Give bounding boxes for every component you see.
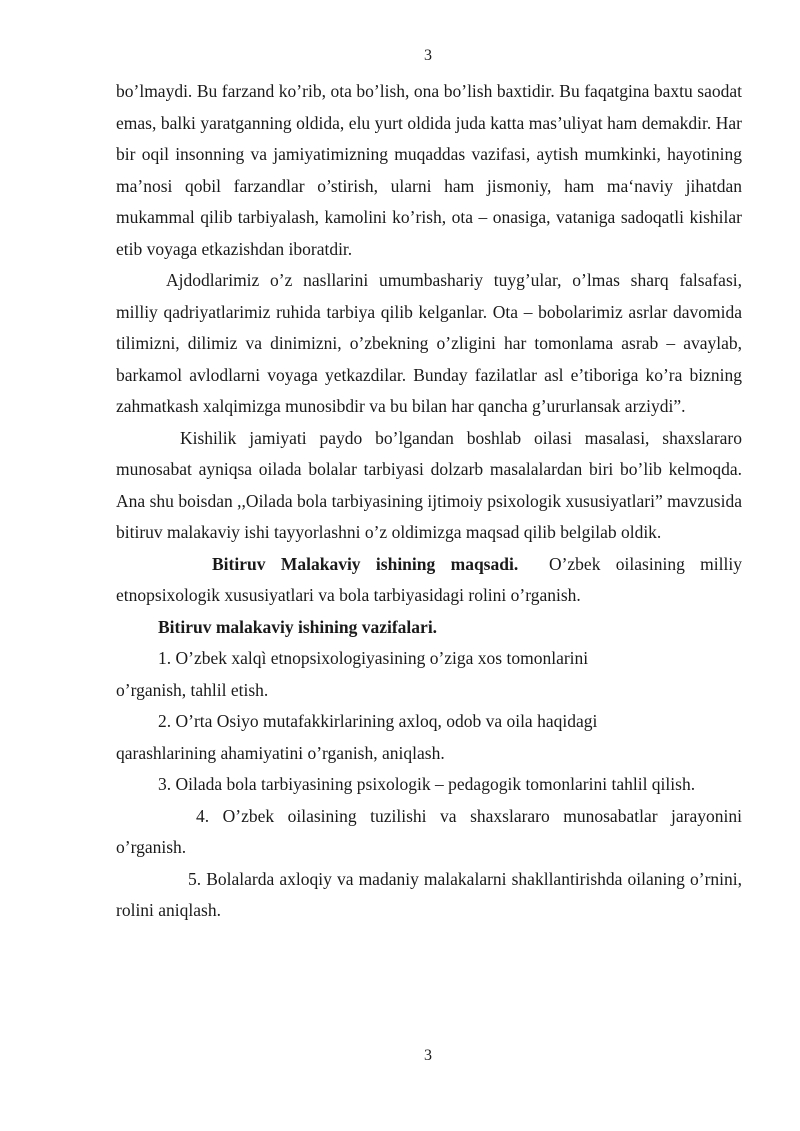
- list-item: 3. Oilada bola tarbiyasining psixologik – pedagogik tomonlarini tahlil qilish.: [158, 774, 696, 794]
- list-item: 2. O’rta Osiyo mutafakkirlarining axloq, odob va oila haqidagi: [158, 711, 598, 731]
- list-item-continuation: qarashlarining ahamiyatini o’rganish, aniqlash.: [116, 742, 445, 763]
- paragraph-society: Kishilik jamiyati paydo bo’lgandan boshlab oilasi masalasi, shaxslararo munosabat ayniqsa oilada bolalar tarbiyasi dolzarb masalalardan biri bo’lib kelmoqda. Ana shu boisdan ,,Oilada bola tarbiyasining ijtimoiy psixologik xususiyatlari” mavzusida bitiruv malakaviy ishi tayyorlashni o’z oldimizga maqsad qilib belgilab oldik.: [116, 427, 742, 542]
- list-item: 1. O’zbek xalqì etnopsixologiyasining o’ziga xos tomonlarini: [158, 648, 589, 668]
- page-number-top: 3: [424, 47, 432, 64]
- list-item: 5. Bolalarda axloqiy va madaniy malakalarni shakllantirishda oilaning o’rnini, rolini aniqlash.: [116, 868, 742, 920]
- list-item-continuation: o’rganish, tahlil etish.: [116, 679, 269, 700]
- paragraph-goal: [116, 549, 742, 612]
- goal-text: O’zbek oilasining milliy etnopsixologik xususiyatlari va bola tarbiyasidagi rolini o’rganish.: [116, 553, 742, 605]
- document-body: [116, 76, 742, 927]
- paragraph-ancestors: Ajdodlarimiz o’z nasllarini umumbashariy tuyg’ular, o’lmas sharq falsafasi, milliy qadriyatlarimiz ruhida tarbiya qilib kelganlar. Ota – bobolarimiz asrlar davomida tilimizni, dilimiz va dinimizni, o’zbekning o’zligini har tomonlama asrab – avaylab, barkamol avlodlarni voyaga yetkazdilar. Bunday fazilatlar asl e’tiboriga ko’ra bizning zahmatkash xalqimizga munosibdir va bu bilan har qancha g’ururlansak arziydi”.: [116, 270, 742, 416]
- tasks-list: [116, 643, 742, 927]
- list-item: 4. O’zbek oilasining tuzilishi va shaxslararo munosabatlar jarayonini o’rganish.: [116, 805, 742, 857]
- tasks-heading: Bitiruv malakaviy ishining vazifalari.: [158, 616, 438, 637]
- goal-label: Bitiruv Malakaviy ishining maqsadi.: [212, 553, 519, 574]
- page-number-bottom: 3: [424, 1047, 432, 1064]
- paragraph-intro: bo’lmaydi. Bu farzand ko’rib, ota bo’lish, ona bo’lish baxtidir. Bu faqatgina baxtu saodat emas, balki yaratganning oldida, elu yurt oldida juda katta mas’uliyat ham demakdir. Har bir oqil insonning va jamiyatimizning muqaddas vazifasi, aytish mumkinki, hayotining ma’nosi qobil farzandlar o’stirish, ularni ham jismoniy, ham ma‘naviy jihatdan mukammal qilib tarbiyalash, kamolini ko’rish, ota – onasiga, vataniga sadoqatli kishilar etib voyaga etkazishdan iboratdir.: [116, 81, 742, 259]
